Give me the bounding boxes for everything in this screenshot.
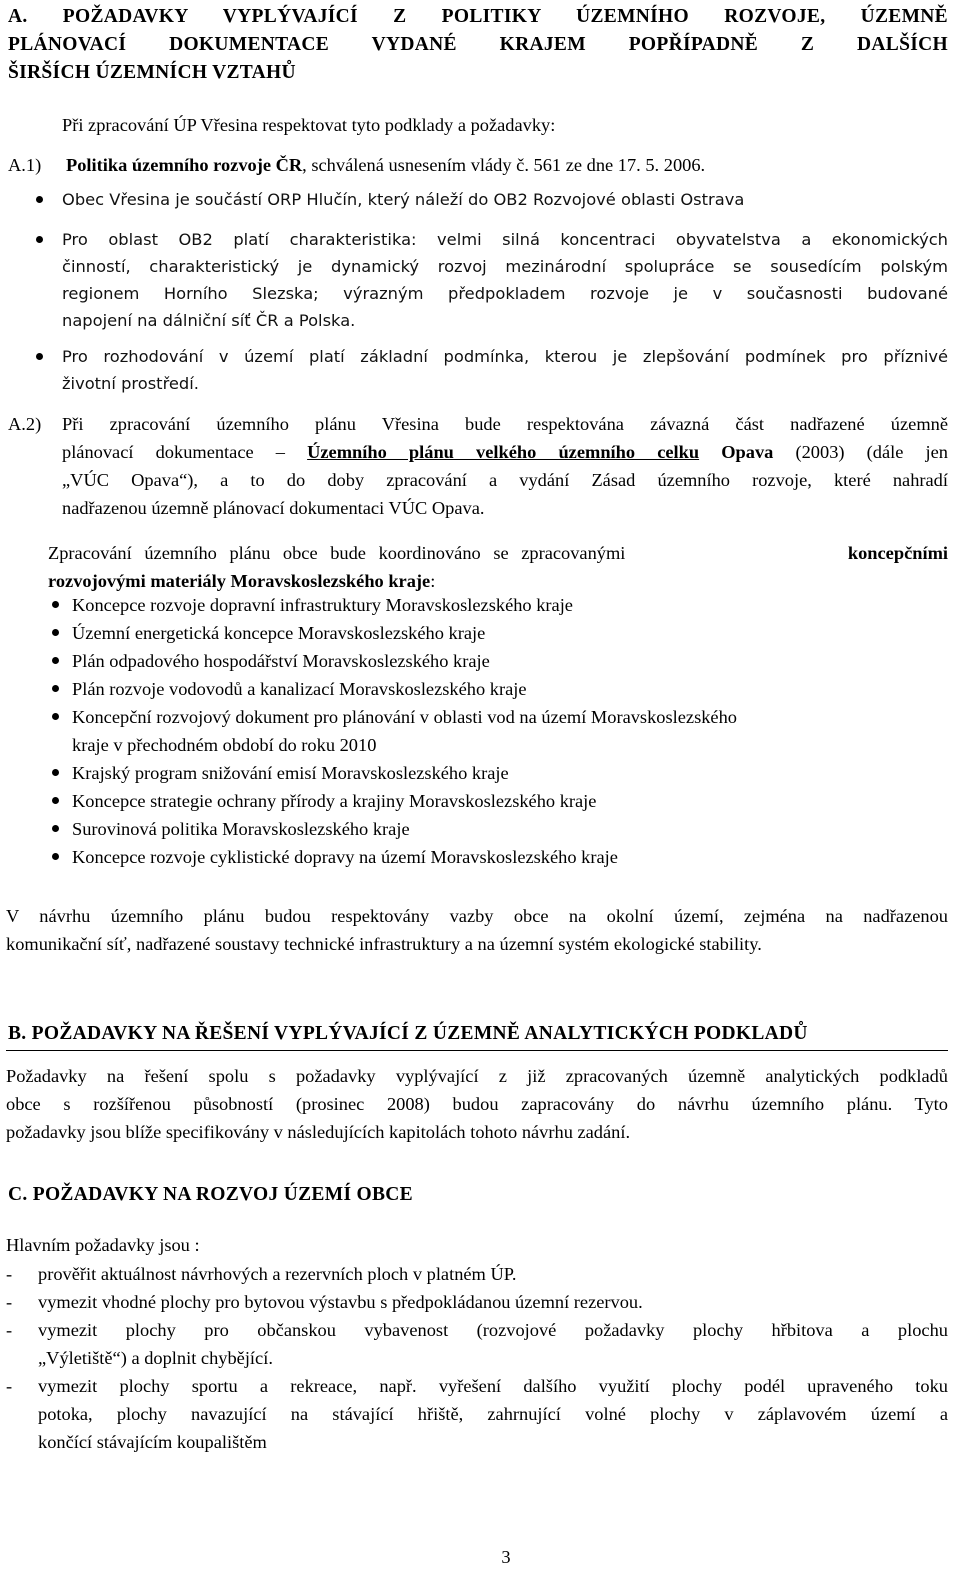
requirement-3-line-2: „Výletiště“) a doplnit chybějící. bbox=[38, 1348, 273, 1368]
a2-line-1: Při zpracování územního plánu Vřesina bude respektována závazná část nadřazené územně bbox=[62, 414, 948, 434]
a2-line-2 bbox=[62, 438, 948, 466]
a2-line-2-bold-underlined: Územního plánu velkého územního celku bbox=[307, 442, 700, 462]
a2-number: A.2) bbox=[8, 414, 42, 434]
a1-bullet-2-line-4: napojení na dálniční síť ČR a Polska. bbox=[62, 311, 356, 330]
section-a-heading-line-3: ŠIRŠÍCH ÚZEMNÍCH VZTAHŮ bbox=[8, 62, 296, 83]
dash-marker: - bbox=[6, 1320, 13, 1340]
concept-item: Koncepce rozvoje cyklistické dopravy na území Moravskoslezského kraje bbox=[72, 847, 618, 867]
requirement-4-line-2: potoka, plochy navazující na stávající hřiště, zahrnující volné plochy v záplavovém území a bbox=[38, 1404, 948, 1424]
a1-title-bold: Politika územního rozvoje ČR bbox=[66, 155, 303, 175]
bullet-icon bbox=[52, 657, 59, 664]
a1-bullet-2-line-3: regionem Horního Slezska; výrazným předpokladem rozvoje je v současnosti budované bbox=[62, 284, 948, 303]
concepts-intro-bold-2: rozvojovými materiály Moravskoslezského kraje bbox=[48, 571, 431, 591]
section-a-intro: Při zpracování ÚP Vřesina respektovat tyto podklady a požadavky: bbox=[62, 115, 556, 135]
page-number: 3 bbox=[501, 1547, 511, 1567]
concept-item: Plán rozvoje vodovodů a kanalizací Moravskoslezského kraje bbox=[72, 679, 527, 699]
a1-title bbox=[66, 151, 705, 179]
bullet-icon bbox=[52, 797, 59, 804]
concepts-intro-colon: : bbox=[430, 571, 436, 591]
bullet-icon bbox=[52, 629, 59, 636]
a2-line-2-bold: Opava bbox=[699, 442, 774, 462]
section-b-heading: B. POŽADAVKY NA ŘEŠENÍ VYPLÝVAJÍCÍ Z ÚZEMNĚ ANALYTICKÝCH PODKLADŮ bbox=[8, 1023, 808, 1044]
concept-item: Plán odpadového hospodářství Moravskoslezského kraje bbox=[72, 651, 490, 671]
a1-bullet-2-line-1: Pro oblast OB2 platí charakteristika: velmi silná koncentraci obyvatelstva a ekonomických bbox=[62, 230, 948, 249]
concepts-intro-bold: koncepčními bbox=[847, 543, 948, 563]
section-b-line-3: požadavky jsou blíže specifikovány v následujících kapitolách tohoto návrhu zadání. bbox=[6, 1122, 631, 1142]
a1-number: A.1) bbox=[8, 155, 42, 175]
concept-item: Územní energetická koncepce Moravskoslezského kraje bbox=[72, 623, 486, 643]
concept-item-continuation: kraje v přechodném období do roku 2010 bbox=[72, 735, 377, 755]
concept-item: Krajský program snižování emisí Moravskoslezského kraje bbox=[72, 763, 509, 783]
closing-line-1: V návrhu územního plánu budou respektovány vazby obce na okolní území, zejména na nadřazenou bbox=[6, 906, 948, 926]
a1-bullet-3-line-1: Pro rozhodování v území platí základní podmínka, kterou je zlepšování podmínek pro příznivé bbox=[62, 347, 948, 366]
a1-title-rest: , schválená usnesením vlády č. 561 ze dne 17. 5. 2006. bbox=[302, 155, 706, 175]
concepts-intro-line-1 bbox=[48, 539, 948, 567]
a2-line-2-post: (2003) (dále jen bbox=[773, 442, 948, 462]
closing-line-2: komunikační síť, nadřazené soustavy technické infrastruktury a na územní systém ekologické stability. bbox=[6, 934, 762, 954]
section-b-line-2: obce s rozšířenou působností (prosinec 2008) budou zapracovány do návrhu územního plánu. Tyto bbox=[6, 1094, 948, 1114]
a1-bullet-1: Obec Vřesina je součástí ORP Hlučín, který náleží do OB2 Rozvojové oblasti Ostrava bbox=[62, 190, 745, 209]
section-b-line-1: Požadavky na řešení spolu s požadavky vyplývající z již zpracovaných územně analytických podkladů bbox=[6, 1066, 948, 1086]
concept-item: Koncepční rozvojový dokument pro plánování v oblasti vod na území Moravskoslezského bbox=[72, 707, 737, 727]
bullet-icon bbox=[36, 236, 43, 243]
dash-marker: - bbox=[6, 1376, 13, 1396]
requirement-2: vymezit vhodné plochy pro bytovou výstavbu s předpokládanou územní rezervou. bbox=[38, 1292, 643, 1312]
bullet-icon bbox=[36, 196, 43, 203]
a2-line-4: nadřazenou územně plánovací dokumentaci VÚC Opava. bbox=[62, 498, 485, 518]
bullet-icon bbox=[36, 353, 43, 360]
section-a-heading-line-1: A. POŽADAVKY VYPLÝVAJÍCÍ Z POLITIKY ÚZEMNÍHO ROZVOJE, ÚZEMNĚ bbox=[8, 6, 948, 27]
requirement-4-line-1: vymezit plochy sportu a rekreace, např. vyřešení dalšího využití plochy podél upraveného toku bbox=[38, 1376, 948, 1396]
bullet-icon bbox=[52, 853, 59, 860]
concepts-intro-text: Zpracování územního plánu obce bude koordinováno se zpracovanými bbox=[48, 543, 626, 563]
bullet-icon bbox=[52, 769, 59, 776]
a1-bullet-3-line-2: životní prostředí. bbox=[62, 374, 199, 393]
bullet-icon bbox=[52, 685, 59, 692]
section-a-heading-line-2: PLÁNOVACÍ DOKUMENTACE VYDANÉ KRAJEM POPŘÍPADNĚ Z DALŠÍCH bbox=[8, 34, 948, 55]
a2-line-2-pre: plánovací dokumentace – bbox=[62, 442, 308, 462]
requirement-4-line-3: končící stávajícím koupalištěm bbox=[38, 1432, 267, 1452]
bullet-icon bbox=[52, 601, 59, 608]
section-b-divider bbox=[6, 1050, 948, 1051]
requirement-1: prověřit aktuálnost návrhových a rezervních ploch v platném ÚP. bbox=[38, 1264, 517, 1284]
concept-item: Surovinová politika Moravskoslezského kraje bbox=[72, 819, 410, 839]
dash-marker: - bbox=[6, 1292, 13, 1312]
requirement-3-line-1: vymezit plochy pro občanskou vybavenost (rozvojové požadavky plochy hřbitova a plochu bbox=[38, 1320, 948, 1340]
a2-line-3: „VÚC Opava“), a to do doby zpracování a vydání Zásad územního rozvoje, které nahradí bbox=[62, 470, 948, 490]
dash-marker: - bbox=[6, 1264, 13, 1284]
section-c-heading: C. POŽADAVKY NA ROZVOJ ÚZEMÍ OBCE bbox=[8, 1184, 413, 1205]
concept-item: Koncepce strategie ochrany přírody a krajiny Moravskoslezského kraje bbox=[72, 791, 597, 811]
concept-item: Koncepce rozvoje dopravní infrastruktury Moravskoslezského kraje bbox=[72, 595, 573, 615]
bullet-icon bbox=[52, 825, 59, 832]
bullet-icon bbox=[52, 713, 59, 720]
section-c-intro: Hlavním požadavky jsou : bbox=[6, 1235, 200, 1255]
a1-bullet-2-line-2: činností, charakteristický je dynamický rozvoj mezinárodní spolupráce se sousedícím polským bbox=[62, 257, 948, 276]
